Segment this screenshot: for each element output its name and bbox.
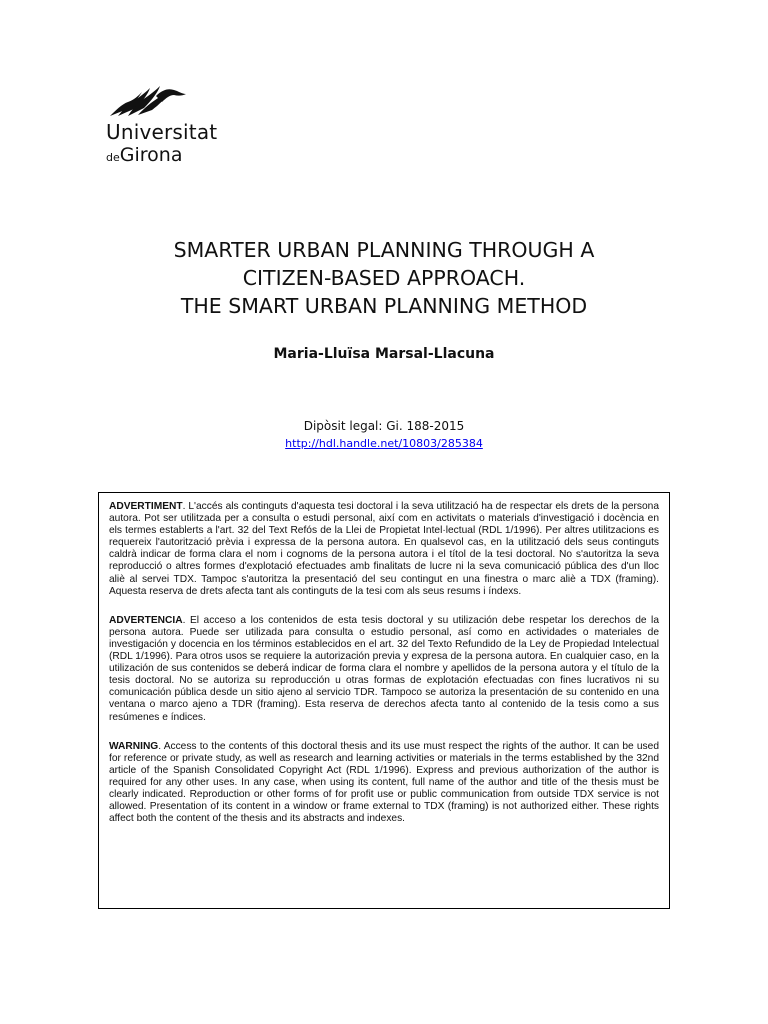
title-line-1: SMARTER URBAN PLANNING THROUGH A: [173, 238, 595, 262]
notice-spanish: [109, 615, 659, 724]
logo-text-girona: [106, 144, 182, 166]
logo-text-de: de: [106, 151, 120, 164]
notice-label: WARNING: [109, 740, 159, 752]
logo-text-girona-main: Girona: [119, 144, 183, 166]
notice-text: . L'accés als continguts d'aquesta tesi doctoral i la seva utilització ha de respectar els drets de la persona autora. Pot ser utilitzada per a consulta o estudi personal, així com en activitats o materials d'investigació i docència en els termes establerts a l'art. 32 del Text Refós de la Llei de Propietat Intel·lectual (RDL 1/1996). Per altres utilitzacions es requereix l'autorització prèvia i expressa de la persona autora. En qualsevol cas, en la utilització dels seus continguts caldrà indicar de forma clara el nom i cognoms de la persona autora i el títol de la tesi doctoral. No s'autoritza la seva reproducció o altres formes d'explotació efectuades amb finalitats de lucre ni la seva comunicació pública des d'un lloc aliè al servei TDX. Tampoc s'autoritza la presentació del seu contingut en una finestra o marc aliè a TDX (framing). Aquesta reserva de drets afecta tant als continguts de la tesi com als seus resums i índexs.: [109, 501, 659, 597]
notice-english: [109, 741, 659, 826]
logo-text-universitat: Universitat: [106, 120, 218, 144]
university-logo: [106, 82, 218, 166]
title-line-2: CITIZEN-BASED APPROACH.: [242, 266, 526, 290]
notice-text: . El acceso a los contenidos de esta tesis doctoral y su utilización debe respetar los derechos de la persona autora. Puede ser utilizada para consulta o estudio personal, así como en actividades o materiales de investigación y docencia en los términos establecidos en el art. 32 del Texto Refundido de la Ley de Propiedad Intelectual (RDL 1/1996). Para otros usos se requiere la autorización previa y expresa de la persona autora. En cualquier caso, en la utilización de sus contenidos se deberá indicar de forma clara el nombre y apellidos de la persona autora y el título de la tesis doctoral. No se autoriza su reproducción u otras formas de explotación efectuadas con fines lucrativos ni su comunicación pública desde un sitio ajeno al servicio TDR. Tampoco se autoriza la presentación de su contenido en una ventana o marco ajeno a TDR (framing). Esta reserva de derechos afecta tanto al contenido de la tesis como a sus resúmenes e índices.: [109, 614, 659, 723]
handle-link[interactable]: http://hdl.handle.net/10803/285384: [285, 437, 483, 450]
notice-label: ADVERTIMENT: [109, 501, 183, 512]
rights-notice-box: [98, 492, 670, 909]
title-line-3: THE SMART URBAN PLANNING METHOD: [180, 294, 588, 318]
author-name: Maria-Lluïsa Marsal-Llacuna: [273, 346, 495, 362]
notice-catalan: [109, 501, 659, 598]
thesis-title: [0, 236, 768, 320]
bird-logo-icon: [108, 82, 188, 118]
deposit-legal: Dipòsit legal: Gi. 188-2015: [303, 419, 465, 433]
notice-label: ADVERTENCIA: [109, 614, 183, 626]
notice-text: . Access to the contents of this doctoral thesis and its use must respect the rights of the author. It can be used for reference or private study, as well as research and learning activities or materials in the terms established by the 32nd article of the Spanish Consolidated Copyright Act (RDL 1/1996). Express and previous authorization of the author is required for any other uses. In any case, when using its content, full name of the author and title of the thesis must be clearly indicated. Reproduction or other forms of for profit use or public communication from outside TDX service is not allowed. Presentation of its content in a window or frame external to TDX (framing) is not authorized either. These rights affect both the content of the thesis and its abstracts and indexes.: [109, 740, 659, 825]
deposit-info: [0, 417, 768, 453]
